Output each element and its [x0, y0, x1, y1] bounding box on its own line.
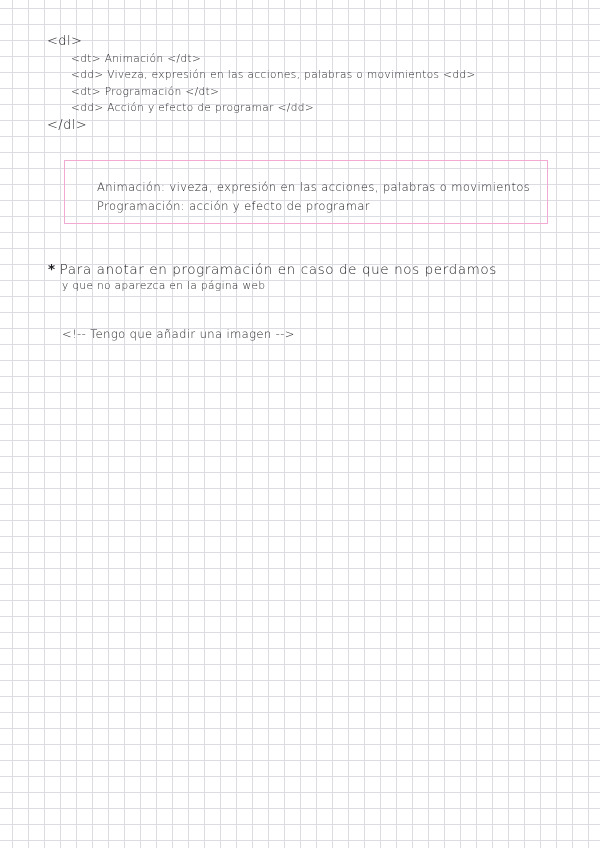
asterisk-bullet: *: [48, 262, 56, 278]
note-line-1-text: Para anotar en programación en caso de que nos perdamos: [59, 262, 497, 278]
dt-programacion-line: <dt> Programación </dt>: [71, 86, 220, 98]
dl-open-tag: <dl>: [47, 34, 83, 49]
html-comment-line: <!-- Tengo que añadir una imagen -->: [62, 327, 295, 341]
dl-close-tag: </dl>: [47, 118, 88, 133]
rendered-line-programacion: Programación: acción y efecto de programar: [97, 199, 370, 213]
rendered-line-animacion: Animación: viveza, expresión en las acciones, palabras o movimientos: [97, 180, 531, 194]
dd-programacion-line: <dd> Acción y efecto de programar </dd>: [71, 102, 315, 114]
dt-animacion-line: <dt> Animación </dt>: [71, 53, 202, 65]
dd-animacion-line: <dd> Viveza, expresión en las acciones, palabras o movimientos <dd>: [71, 69, 476, 81]
note-line-1: [48, 262, 497, 278]
note-line-2: y que no aparezca en la página web: [62, 280, 266, 292]
